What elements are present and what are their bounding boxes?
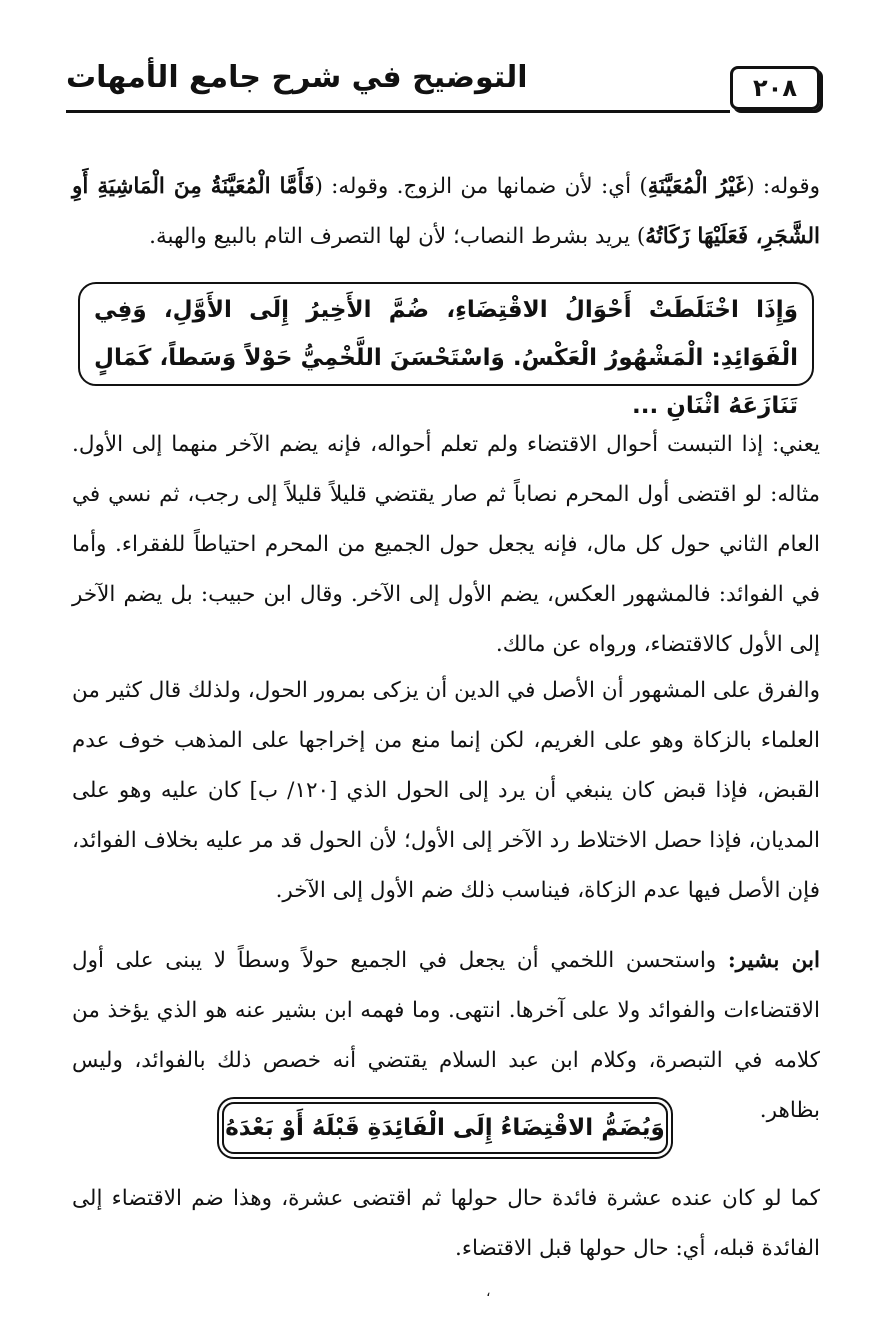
text: وقوله: (: [746, 174, 820, 199]
header-rule: [66, 110, 730, 113]
text: واستحسن اللخمي أن يجعل في الجميع حولاً وسطاً لا يبنى على أول الاقتضاءات والفوائد ولا على آخرها. انتهى. وما فهمه ابن بشير عنه هو الذي يؤخذ من كلامه في التبصرة، وكلام ابن عبد السلام يقتضي أنه خصص ذلك بالفوائد، وليس بظاهر.: [72, 948, 820, 1123]
paragraph-commentary-2: يعني: إذا التبست أحوال الاقتضاء ولم تعلم أحواله، فإنه يضم الآخر منهما إلى الأول. مثاله: لو اقتضى أول المحرم نصاباً ثم صار يقتضي قليلاً قليلاً إلى رجب، ثم نسي في العام الثاني حول كل مال، فإنه يجعل حول الجميع من المحرم احتياطاً للفقراء. وأما في الفوائد: فالمشهور العكس، يضم الأول إلى الآخر. وقال ابن حبيب: بل يضم الآخر إلى الأول كالاقتضاء، ورواه عن مالك.: [72, 432, 820, 657]
page-number: ٢٠٨: [730, 66, 820, 110]
paragraph-commentary-3: والفرق على المشهور أن الأصل في الدين أن يزكى بمرور الحول، ولذلك قال كثير من العلماء بالزكاة وهو على الغريم، لكن إنما منع من إخراجها على المذهب خوف عدم القبض، فإذا قبض كان ينبغي أن يرد إلى الحول الذي [١٢٠/ ب] كان عليه وهو على المديان، فإذا حصل الاختلاط رد الآخر إلى الأول؛ لأن الحول قد مر عليه بخلاف الفوائد، فإن الأصل فيها عدم الزكاة، فيناسب ذلك ضم الأول إلى الآخر.: [72, 678, 820, 903]
text: ) يريد بشرط النصاب؛ لأن لها التصرف التام بالبيع والهبة.: [149, 224, 646, 249]
running-title: التوضيح في شرح جامع الأمهات: [66, 60, 528, 95]
matn-box-1: وَإِذَا اخْتَلَطَتْ أَحْوَالُ الاقْتِضَاءِ، ضُمَّ الأَخِيرُ إِلَى الأَوَّلِ، وَفِي الْفَوَائِدِ: الْمَشْهُورُ الْعَكْسُ. وَاسْتَحْسَنَ اللَّخْمِيُّ حَوْلاً وَسَطاً، كَمَالٍ تَنَازَعَهُ اثْنَانِ ...: [78, 282, 814, 386]
footer-mark: ،: [486, 1284, 491, 1300]
paragraph-commentary-5: كما لو كان عنده عشرة فائدة حال حولها ثم اقتضى عشرة، وهذا ضم الاقتضاء إلى الفائدة قبله، أي: حال حولها قبل الاقتضاء.: [72, 1186, 820, 1261]
text: ) أي: لأن ضمانها من الزوج. وقوله: (: [314, 174, 648, 199]
author-name: ابن بشير:: [727, 948, 820, 973]
quoted-matn: غَيْرُ الْمُعَيَّنَةِ: [647, 174, 747, 199]
page-header: [66, 58, 820, 118]
paragraph-commentary-1: [72, 162, 820, 262]
quoted-matn: فَأَمَّا الْمُعَيَّنَةُ مِنَ الْمَاشِيَةِ أَوِ الشَّجَرِ، فَعَلَيْهَا زَكَاتُهُ: [72, 174, 820, 249]
matn-box-2: وَيُضَمُّ الاقْتِضَاءُ إِلَى الْفَائِدَةِ قَبْلَهُ أَوْ بَعْدَهُ: [222, 1102, 668, 1154]
